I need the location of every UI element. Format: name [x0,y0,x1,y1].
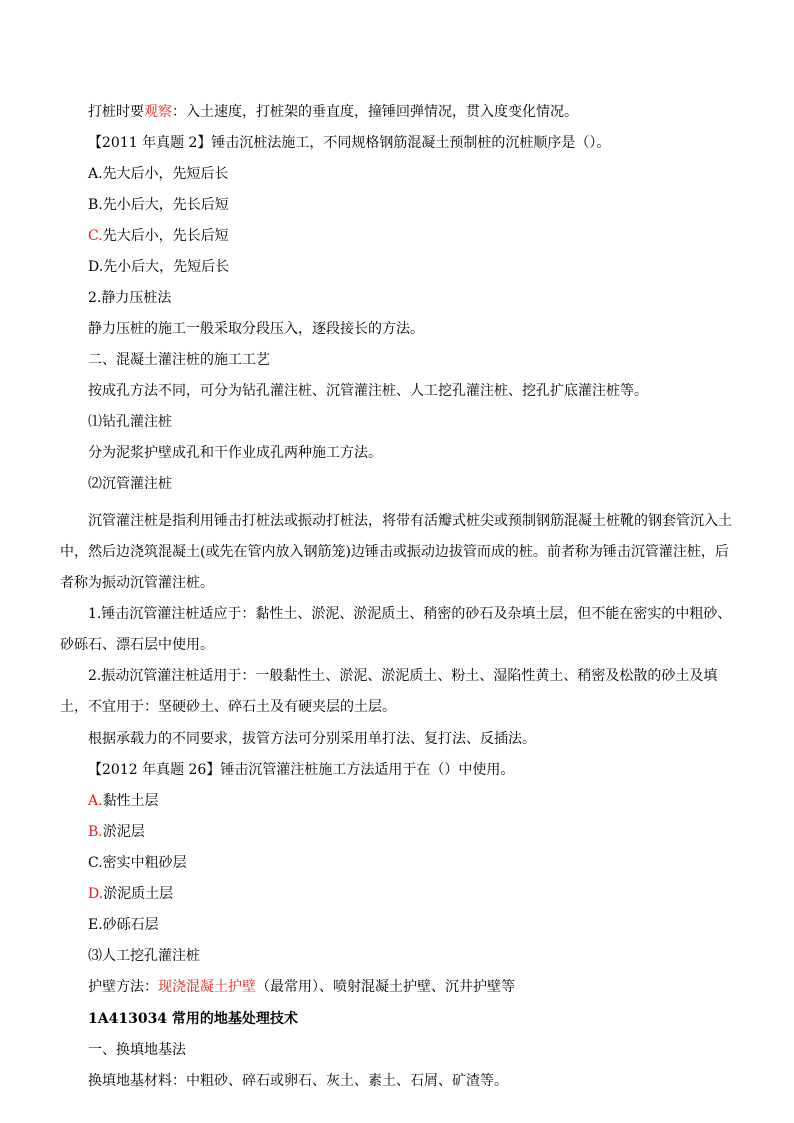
vibration-pile-applicability: 2.振动沉管灌注桩适用于：一般黏性土、淤泥、淤泥质土、粉土、湿陷性黄土、稍密及松散的砂土及填土，不宜用于：坚硬砂土、碎石土及有硬夹层的土层。 [60,668,718,715]
option-text: 黏性土层 [102,793,159,809]
section-heading-foundation: 1A413034 常用的地基处理技术 [88,1011,298,1027]
option-letter: D. [88,886,104,902]
replacement-materials: 换填地基材料：中粗砂、碎石或卵石、灰土、素土、石屑、矿渣等。 [88,1073,508,1089]
option-c: C.密实中粗砂层 [88,855,187,871]
text-segment: （最常用）、喷射混凝土护壁、沉井护壁等 [256,979,515,995]
exam-question-2011: 【2011 年真题 2】锤击沉桩法施工，不同规格钢筋混凝土预制桩的沉桩顺序是（）。 [88,135,611,151]
highlight-cast-concrete: 现浇混凝土护壁 [158,979,256,995]
bored-pile-desc: 分为泥浆护壁成孔和干作业成孔两种施工方法。 [88,445,382,461]
exam-question-2012: 【2012 年真题 26】锤击沉管灌注桩施工方法适用于在（）中使用。 [88,762,515,778]
text-segment: 护壁方法： [88,979,158,995]
observation-line [88,102,734,122]
option-letter: A. [88,793,103,809]
option-letter: B. [88,824,103,840]
option-a-answer [88,791,734,811]
static-pressing-desc: 静力压桩的施工一般采取分段压入，逐段接长的方法。 [88,321,424,337]
text-segment: 打桩时要 [88,104,144,120]
option-b: B.先小后大，先长后短 [88,197,229,213]
section-replacement-foundation: 一、换填地基法 [88,1042,186,1058]
hammer-pile-applicability: 1.锤击沉管灌注桩适应于：黏性土、淤泥、淤泥质土、稍密的砂石及杂填土层，但不能在密实的中粗砂、砂砾石、漂石层中使用。 [60,606,732,653]
pile-types-desc: 按成孔方法不同，可分为钻孔灌注桩、沉管灌注桩、人工挖孔灌注桩、挖孔扩底灌注桩等。 [88,383,648,399]
text-segment: ：入土速度，打桩架的垂直度，撞锤回弹情况，贯入度变化情况。 [172,104,578,120]
subsection-bored-pile: ⑴钻孔灌注桩 [88,414,172,430]
section-cast-in-place-pile: 二、混凝土灌注桩的施工工艺 [88,352,270,368]
subsection-driven-pile: ⑵沉管灌注桩 [88,476,172,492]
option-e: E.砂砾石层 [88,917,159,933]
option-d: D.先小后大，先短后长 [88,259,230,275]
option-d-answer [88,884,734,904]
option-text: 淤泥层 [102,824,145,840]
driven-pile-paragraph: 沉管灌注桩是指利用锤击打桩法或振动打桩法，将带有活瓣式桩尖或预制钢筋混凝土桩靴的钢套管沉入土中，然后边浇筑混凝土(或先在管内放入钢筋笼)边锤击或振动边拔管而成的桩。前者称为锤击沉管灌注桩，后者称为振动沉管灌注桩。 [60,513,732,591]
option-a: A.先大后小，先短后长 [88,166,229,182]
option-c-answer [88,226,734,246]
option-text: 淤泥质土层 [103,886,174,902]
retaining-wall-methods [88,977,734,997]
subsection-manual-pile: ⑶人工挖孔灌注桩 [88,948,200,964]
option-b-answer [88,822,734,842]
section-static-pressing: 2.静力压桩法 [88,290,172,306]
pulling-methods: 根据承载力的不同要求，拔管方法可分别采用单打法、复打法、反插法。 [88,731,536,747]
highlight-observe: 观察 [144,104,172,120]
option-text: 先大后小，先长后短 [102,228,229,244]
option-letter: C. [88,228,103,244]
